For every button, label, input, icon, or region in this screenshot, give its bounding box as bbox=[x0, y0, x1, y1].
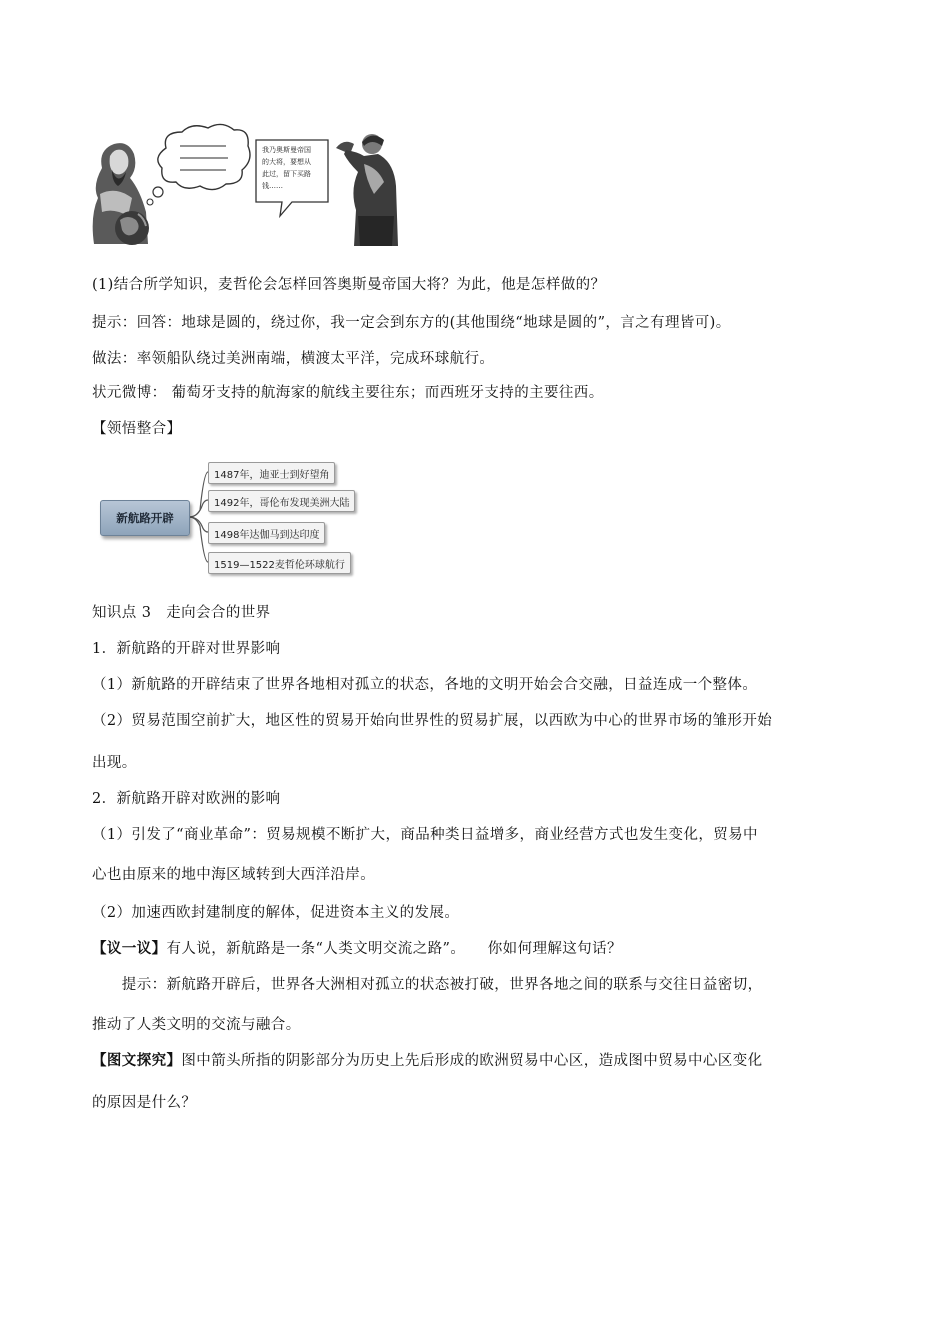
discussion-block bbox=[92, 938, 622, 960]
paragraph-1-1: （1）新航路的开辟结束了世界各地相对孤立的状态，各地的文明开始会合交融，日益连成一个整体。 bbox=[92, 677, 758, 693]
ottoman-general-figure bbox=[336, 134, 398, 246]
picture-inquiry-label: 【图文探究】 bbox=[92, 1052, 182, 1069]
hint-2-cont: 推动了人类文明的交流与融合。 bbox=[92, 1017, 301, 1033]
weibo-text: 状元微博： 葡萄牙支持的航海家的航线主要往东；而西班牙支持的主要往西。 bbox=[92, 385, 604, 401]
new-route-mindmap bbox=[96, 456, 364, 576]
thought-cloud bbox=[147, 124, 250, 205]
speech-line: 我乃奥斯曼帝国 bbox=[262, 146, 311, 154]
knowledge-point-3-title: 知识点 3 走向会合的世界 bbox=[92, 605, 271, 621]
mindmap-node: 1519—1522麦哲伦环球航行 bbox=[208, 552, 351, 574]
hint-2: 提示：新航路开辟后，世界各大洲相对孤立的状态被打破，世界各地之间的联系与交往日益密切， bbox=[92, 977, 763, 993]
paragraph-1-2: （2）贸易范围空前扩大，地区性的贸易开始向世界性的贸易扩展，以西欧为中心的世界市场的雏形开始 bbox=[92, 713, 773, 729]
speech-line: 钱…… bbox=[262, 182, 283, 190]
method-text: 做法：率领船队绕过美洲南端，横渡太平洋，完成环球航行。 bbox=[92, 351, 495, 367]
discussion-label: 【议一议】 bbox=[92, 940, 167, 957]
mindmap-node: 1487年，迪亚士到好望角 bbox=[208, 462, 335, 484]
speech-bubble bbox=[256, 140, 328, 216]
paragraph-1-2-cont: 出现。 bbox=[92, 755, 137, 771]
discussion-text: 有人说，新航路是一条“人类文明交流之路”。 你如何理解这句话？ bbox=[166, 941, 622, 957]
mindmap-node: 1492年，哥伦布发现美洲大陆 bbox=[208, 490, 355, 512]
picture-inquiry-block bbox=[92, 1050, 763, 1072]
picture-inquiry-text: 图中箭头所指的阴影部分为历史上先后形成的欧洲贸易中心区，造成图中贸易中心区变化 bbox=[181, 1053, 763, 1069]
heading-2: 2．新航路开辟对欧洲的影响 bbox=[92, 791, 281, 807]
question-1: (1)结合所学知识，麦哲伦会怎样回答奥斯曼帝国大将？为此，他是怎样做的？ bbox=[92, 277, 606, 293]
paragraph-2-1-cont: 心也由原来的地中海区域转到大西洋沿岸。 bbox=[92, 867, 376, 883]
section-lingwu-heading: 【领悟整合】 bbox=[92, 421, 182, 437]
paragraph-2-1: （1）引发了“商业革命”：贸易规模不断扩大，商品种类日益增多，商业经营方式也发生变化，贸易中 bbox=[92, 827, 758, 843]
mindmap-node: 1498年达伽马到达印度 bbox=[208, 522, 325, 544]
speech-line: 此过，留下买路 bbox=[262, 170, 311, 178]
paragraph-2-2: （2）加速西欧封建制度的解体，促进资本主义的发展。 bbox=[92, 905, 460, 921]
speech-line: 的大将，要想从 bbox=[262, 158, 311, 166]
mindmap-root: 新航路开辟 bbox=[100, 500, 190, 536]
hint-1: 提示：回答：地球是圆的，绕过你，我一定会到东方的(其他围绕“地球是圆的”，言之有理皆可)。 bbox=[92, 315, 731, 331]
magellan-illustration bbox=[88, 120, 400, 250]
picture-inquiry-cont: 的原因是什么？ bbox=[92, 1095, 197, 1111]
heading-1: 1．新航路的开辟对世界影响 bbox=[92, 641, 281, 657]
